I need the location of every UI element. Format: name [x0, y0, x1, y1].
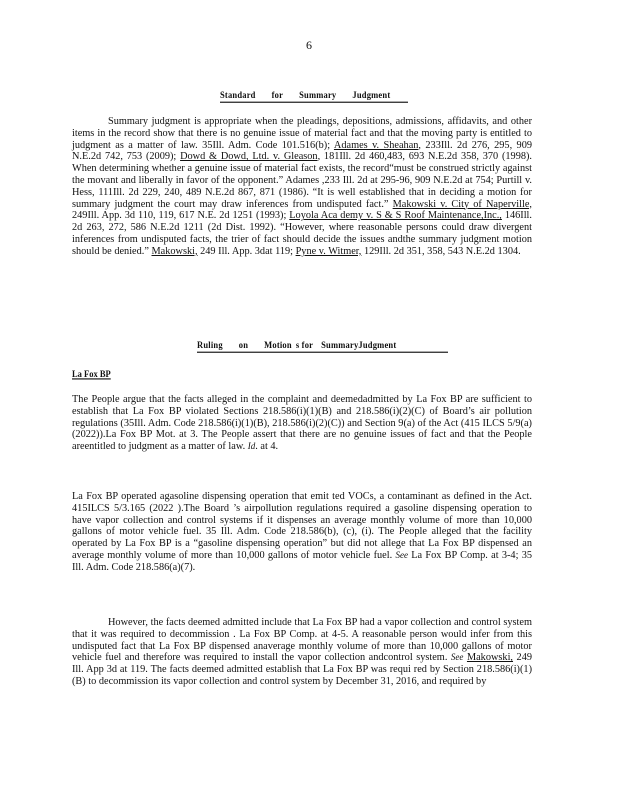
citation-signal: See	[395, 549, 408, 560]
paragraph-people-argue	[72, 394, 532, 453]
text-run: However, the facts deemed admitted include that La Fox BP had a vapor collection and control system that it was required to decommission . La Fox BP Comp. at 4-5. A reasonable person would infer from this undisputed fact that La Fox BP dispensed anaverage monthly volume of more than 10,000 gallons of motor vehicle fuel and therefore was required to install the vapor collection andcontrol system.	[72, 617, 532, 664]
text-run: Summary judgment is appropriate when the pleadings, depositions, admissions, affidavits, and other items in the record show that there is no genuine issue of material fact and that the moving party is entitled to judgment as a matter of law. 35Ill. Adm. Code 101.516(b);	[72, 116, 532, 151]
case-citation: Pyne v. Witmer,	[295, 245, 362, 257]
text-run: . at 4.	[255, 441, 279, 453]
heading-word: Standard	[220, 89, 256, 101]
text-run: 249 Ill. App. 3dat 119;	[197, 245, 296, 257]
paragraph-la-fox-operated	[72, 491, 532, 574]
text-run: La Fox BP operated agasoline dispensing operation that emit ted VOCs, a contaminant as defined in the Act. 415ILCS 5/3.165 (2022 ).The Board ’s airpollution regulations required a gasoline dispensing operation to have vapor collection and control systems if it dispenses an average monthly volume of more than 10,000 gallons of motor vehicle fuel. 35 Ill. Adm. Code 218.586(b), (c), (i). The People alleged that the facility operated by La Fox BP is a “gasoline dispensing operation” but did not allege that La Fox BP dispensed an average monthly volume of more than 10,000 gallons of motor vehicle fuel.	[72, 491, 532, 561]
citation-signal: See	[450, 652, 464, 663]
paragraph-standard	[72, 116, 532, 258]
text-run: La Fox BP Comp. at 3-4; 35 Ill. Adm. Code 218.586(a)(7).	[72, 549, 532, 573]
text-run: 146Ill. 2d 263, 272, 586 N.E.2d 1211 (2d Dist. 1992). “However, where reasonable persons could draw divergent inferences from undisputed facts, the trier of fact should decide the issues andthe summary judgment motion should be denied.”	[72, 210, 532, 257]
case-citation: Makowski v. City of Naperville,	[392, 198, 533, 210]
heading-word: s for	[295, 339, 314, 351]
paragraph-however	[72, 617, 532, 688]
case-citation: Loyola Aca demy v. S & S Roof Maintenance,Inc.,	[289, 210, 502, 222]
text-run: , 181Ill. 2d 460,483, 693 N.E.2d 358, 370 (1998). When determining whether a genuine issue of material fact exists, the record“must be construed strictly against the movant and liberally in favor of the opponent.” Adames ,233 Ill. 2d at 295-96, 909 N.E.2d at 754; Purtill v. Hess, 111Ill. 2d 229, 240, 489 N.E.2d 867, 871 (1986). “It is well established that in deciding a motion for summary judgment the court may draw inferences from undisputed fact.”	[72, 151, 533, 210]
text-run: 249Ill. App. 3d 110, 119, 617 N.E. 2d 1251 (1993);	[72, 210, 290, 222]
text-run: , 233Ill. 2d 276, 295, 909 N.E.2d 742, 753 (2009);	[72, 139, 532, 163]
case-citation: Makowski,	[151, 245, 198, 257]
case-citation: Adames v. Sheahan	[333, 139, 419, 151]
subheading-la-fox-bp: La Fox BP	[72, 368, 111, 380]
heading-word: Summary	[299, 89, 337, 101]
heading-word: for	[271, 89, 284, 101]
case-citation: Makowski,	[466, 652, 514, 664]
heading-word: Motion	[264, 339, 292, 351]
text-run: The People argue that the facts alleged in the complaint and deemedadmitted by La Fox BP are sufficient to establish that La Fox BP violated Sections 218.586(i)(1)(B) and 218.586(i)(2)(C) of Board’s air pollution regulations (35Ill. Adm. Code 218.586(i)(1)(B), 218.586(i)(2)(C)) and Section 9(a) of the Act (415 ILCS 5/9(a) (2022)).La Fox BP Mot. at 3. The People assert that there are no genuine issues of fact and that the People areentitled to judgment as a matter of law.	[72, 394, 532, 453]
text-run: 129Ill. 2d 351, 358, 543 N.E.2d 1304.	[361, 245, 521, 257]
page-number: 6	[306, 38, 312, 52]
heading-word: on	[238, 339, 249, 351]
heading-word: SummaryJudgment	[321, 339, 397, 351]
heading-word: Ruling	[197, 339, 223, 351]
section-heading-ruling	[197, 339, 448, 353]
section-heading-standard	[220, 89, 408, 103]
text-run: 249 Ill. App 3d at 119. The facts deemed admitted establish that La Fox BP was requi red by Section 218.586(i)(1)(B) to decommission its vapor collection and control system by December 31, 2016, and required by	[72, 652, 532, 687]
case-citation: Dowd & Dowd, Ltd. v. Gleason	[180, 151, 318, 163]
heading-word: Judgment	[352, 89, 391, 101]
citation-signal: Id	[247, 441, 256, 452]
